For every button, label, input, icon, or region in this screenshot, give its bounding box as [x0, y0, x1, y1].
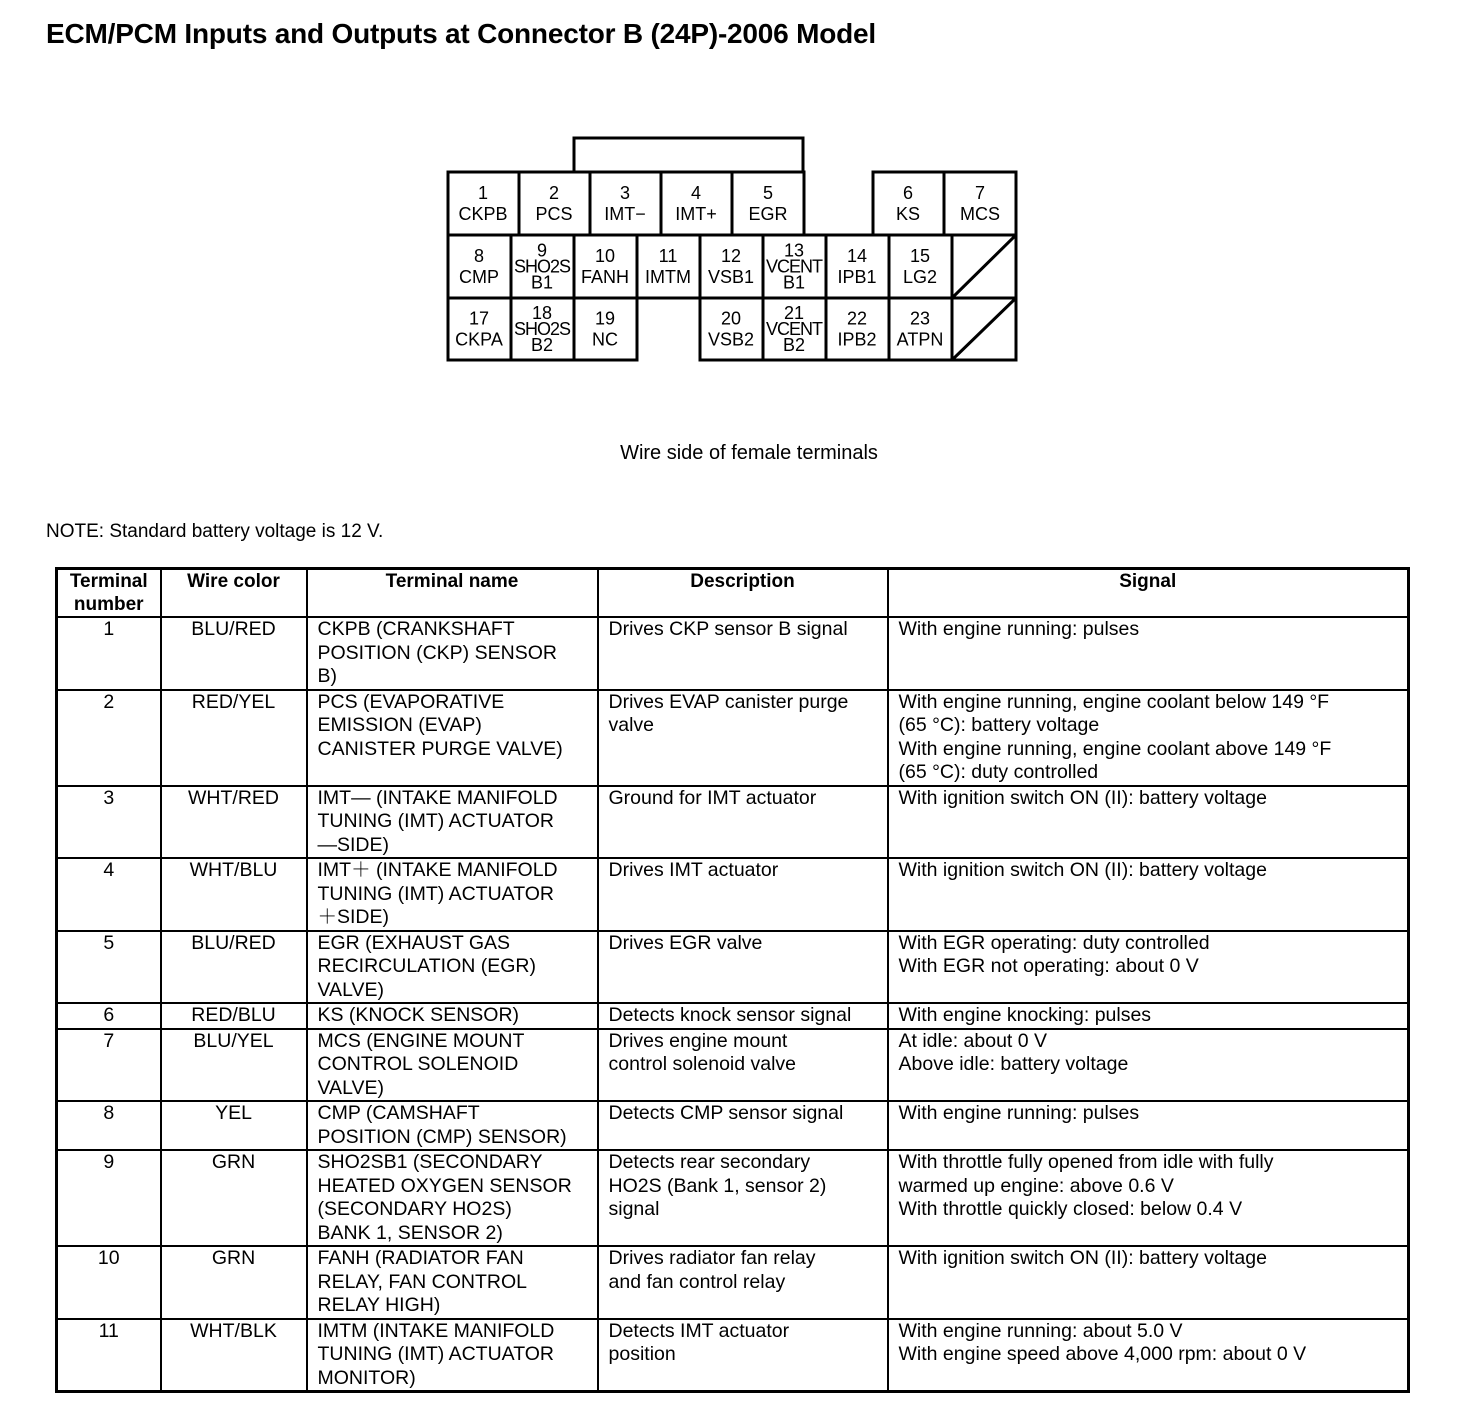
- cell-terminal-name: [307, 690, 598, 786]
- terminal-21-label: VCENT: [765, 319, 823, 339]
- cell-terminal-name: [307, 1029, 598, 1102]
- cell-terminal-name-line: PCS (EVAPORATIVE: [317, 690, 505, 713]
- cell-wire-color: WHT/BLU: [161, 858, 307, 931]
- table-row: [57, 1029, 1409, 1102]
- cell-signal-line: With engine running, engine coolant below 149 °F: [898, 690, 1330, 713]
- header-signal: Signal: [888, 569, 1409, 618]
- cell-signal-line: At idle: about 0 V: [898, 1029, 1048, 1052]
- cell-signal: [888, 786, 1409, 859]
- cell-terminal-number: 1: [57, 617, 161, 690]
- cell-description-line: HO2S (Bank 1, sensor 2): [608, 1174, 827, 1197]
- cell-terminal-name-line: EGR (EXHAUST GAS: [317, 931, 511, 954]
- header-description: Description: [598, 569, 888, 618]
- header-wire-color: Wire color: [161, 569, 307, 618]
- terminal-3-number: 3: [619, 183, 631, 203]
- cell-terminal-name-line: VALVE): [317, 978, 384, 1001]
- cell-description-line: Drives EVAP canister purge: [608, 690, 849, 713]
- cell-description: [598, 858, 888, 931]
- empty-cavity-24: [952, 298, 1016, 360]
- cell-description: [598, 1003, 888, 1029]
- terminal-9-label: SHO2S: [513, 256, 571, 277]
- cell-signal-line: With ignition switch ON (II): battery voltage: [898, 786, 1267, 809]
- cell-description: [598, 690, 888, 786]
- cell-description: [598, 1319, 888, 1392]
- terminal-14-label: IPB1: [837, 267, 877, 287]
- cell-signal: [888, 1003, 1409, 1029]
- cell-terminal-name-line: POSITION (CMP) SENSOR): [317, 1125, 567, 1148]
- cell-signal-line: With EGR operating: duty controlled: [898, 931, 1210, 954]
- cell-signal: [888, 617, 1409, 690]
- cell-terminal-name-line: HEATED OXYGEN SENSOR: [317, 1174, 572, 1197]
- cell-wire-color: GRN: [161, 1246, 307, 1319]
- cell-signal-line: warmed up engine: above 0.6 V: [898, 1174, 1174, 1197]
- terminal-5-number: 5: [762, 183, 774, 203]
- table-header-row: [57, 569, 1409, 618]
- cell-wire-color: WHT/RED: [161, 786, 307, 859]
- terminal-4-label: IMT+: [675, 204, 717, 224]
- cell-wire-color: YEL: [161, 1101, 307, 1150]
- cell-signal-line: With engine running: about 5.0 V: [898, 1319, 1183, 1342]
- cell-terminal-name-line: RELAY HIGH): [317, 1294, 441, 1316]
- cell-terminal-name-line: VALVE): [317, 1076, 384, 1099]
- cell-description-line: signal: [608, 1198, 660, 1220]
- cell-signal-line: With engine running: pulses: [898, 1102, 1140, 1124]
- cell-terminal-name-line: RELAY, FAN CONTROL: [317, 1270, 528, 1293]
- cell-terminal-name-line: EMISSION (EVAP): [317, 714, 482, 736]
- terminal-11-label: IMTM: [645, 267, 691, 287]
- terminal-table: [55, 567, 1410, 1393]
- cell-terminal-name-line: CONTROL SOLENOID: [317, 1053, 519, 1075]
- cell-description-line: control solenoid valve: [608, 1053, 797, 1075]
- cell-description: [598, 1246, 888, 1319]
- cell-terminal-name-line: TUNING (IMT) ACTUATOR: [317, 882, 555, 905]
- cell-terminal-number: 7: [57, 1029, 161, 1102]
- cell-terminal-name: [307, 1246, 598, 1319]
- header-terminal-name: Terminal name: [307, 569, 598, 618]
- cell-terminal-name-line: ＋SIDE): [317, 906, 390, 928]
- terminal-23-number: 23: [909, 308, 931, 329]
- cell-description-line: valve: [608, 714, 655, 736]
- cell-terminal-name-line: POSITION (CKP) SENSOR: [317, 641, 557, 664]
- cell-signal: [888, 931, 1409, 1004]
- cell-terminal-number: 2: [57, 690, 161, 786]
- terminal-23-label: ATPN: [896, 329, 944, 350]
- cell-signal-line: With ignition switch ON (II): battery voltage: [898, 1247, 1267, 1269]
- terminal-9-number: 9: [536, 240, 548, 261]
- cell-terminal-name: [307, 1101, 598, 1150]
- cell-signal: [888, 858, 1409, 931]
- cell-terminal-name-line: CANISTER PURGE VALVE): [317, 737, 563, 760]
- terminal-2-number: 2: [548, 183, 560, 203]
- cell-signal-line: With ignition switch ON (II): battery voltage: [898, 859, 1267, 881]
- cell-terminal-name-line: KS (KNOCK SENSOR): [317, 1004, 520, 1026]
- terminal-2-label: PCS: [535, 204, 573, 224]
- cell-signal-line: (65 °C): battery voltage: [898, 714, 1100, 736]
- terminal-22-number: 22: [846, 308, 868, 329]
- terminal-8-label: CMP: [459, 267, 499, 287]
- table-row: [57, 1101, 1409, 1150]
- terminal-3-label: IMT−: [604, 204, 646, 224]
- terminal-5-label: EGR: [748, 204, 788, 224]
- cell-terminal-name-line: —SIDE): [317, 833, 390, 856]
- cell-terminal-name-line: TUNING (IMT) ACTUATOR: [317, 1343, 555, 1365]
- terminal-20-label: VSB2: [707, 329, 755, 350]
- terminal-21-number: 21: [783, 303, 805, 323]
- terminal-19-label: NC: [592, 329, 618, 350]
- cell-signal: [888, 1101, 1409, 1150]
- table-row: [57, 786, 1409, 859]
- cell-terminal-name-line: SHO2SB1 (SECONDARY: [317, 1151, 543, 1173]
- cell-signal-line: With engine running: pulses: [898, 618, 1140, 640]
- cell-terminal-name: [307, 858, 598, 931]
- cell-description: [598, 1101, 888, 1150]
- terminal-6-number: 6: [902, 183, 914, 203]
- cell-description-line: Drives radiator fan relay: [608, 1247, 816, 1269]
- cell-terminal-name-line: MCS (ENGINE MOUNT: [317, 1029, 525, 1052]
- empty-cavity-16: [952, 235, 1016, 298]
- cell-signal-line: Above idle: battery voltage: [898, 1053, 1129, 1075]
- cell-signal-line: With EGR not operating: about 0 V: [898, 955, 1199, 977]
- cell-description-line: Detects rear secondary: [608, 1151, 811, 1173]
- cell-terminal-number: 5: [57, 931, 161, 1004]
- terminal-9-label: B1: [530, 272, 554, 293]
- connector-diagram: [0, 0, 1472, 420]
- terminal-1-label: CKPB: [458, 204, 508, 224]
- cell-description: [598, 931, 888, 1004]
- terminal-15-number: 15: [909, 246, 931, 266]
- cell-terminal-name-line: FANH (RADIATOR FAN: [317, 1247, 524, 1269]
- table-row: [57, 931, 1409, 1004]
- cell-terminal-name: [307, 1150, 598, 1246]
- cell-terminal-name-line: CKPB (CRANKSHAFT: [317, 618, 515, 640]
- cell-description-line: Drives IMT actuator: [608, 859, 779, 881]
- cell-terminal-name-line: CMP (CAMSHAFT: [317, 1102, 480, 1124]
- battery-voltage-note: NOTE: Standard battery voltage is 12 V.: [46, 521, 384, 542]
- cell-signal: [888, 1319, 1409, 1392]
- cell-terminal-number: 9: [57, 1150, 161, 1246]
- cell-wire-color: RED/YEL: [161, 690, 307, 786]
- table-row: [57, 1319, 1409, 1392]
- cell-terminal-name-line: TUNING (IMT) ACTUATOR: [317, 810, 555, 832]
- table-row: [57, 1246, 1409, 1319]
- cell-wire-color: GRN: [161, 1150, 307, 1246]
- page-title: ECM/PCM Inputs and Outputs at Connector B (24P)-2006 Model: [46, 18, 877, 49]
- table-row: [57, 690, 1409, 786]
- connector-lock-tab: [574, 138, 803, 172]
- terminal-12-label: VSB1: [707, 267, 755, 287]
- cell-description-line: Drives engine mount: [608, 1029, 788, 1052]
- terminal-10-number: 10: [594, 246, 616, 266]
- terminal-1-number: 1: [477, 183, 489, 203]
- table-row: [57, 1003, 1409, 1029]
- terminal-13-number: 13: [783, 240, 805, 261]
- cell-terminal-number: 6: [57, 1003, 161, 1029]
- cell-terminal-name: [307, 786, 598, 859]
- cell-terminal-name-line: MONITOR): [317, 1366, 416, 1389]
- cell-wire-color: WHT/BLK: [161, 1319, 307, 1392]
- terminal-6-label: KS: [895, 204, 921, 224]
- terminal-21-label: B2: [782, 335, 806, 355]
- cell-description-line: Ground for IMT actuator: [608, 786, 817, 809]
- terminal-18-label: SHO2S: [513, 319, 571, 339]
- cell-wire-color: RED/BLU: [161, 1003, 307, 1029]
- cell-terminal-name-line: BANK 1, SENSOR 2): [317, 1221, 503, 1244]
- terminal-12-number: 12: [720, 246, 742, 266]
- cell-terminal-name-line: (SECONDARY HO2S): [317, 1198, 512, 1220]
- cell-signal-line: With throttle quickly closed: below 0.4 V: [898, 1198, 1243, 1220]
- cell-signal-line: With engine knocking: pulses: [898, 1004, 1152, 1026]
- cell-description: [598, 617, 888, 690]
- cell-terminal-number: 10: [57, 1246, 161, 1319]
- cell-terminal-number: 11: [57, 1319, 161, 1392]
- cell-description-line: Drives CKP sensor B signal: [608, 618, 848, 640]
- terminal-20-number: 20: [720, 308, 742, 329]
- terminal-4-number: 4: [690, 183, 702, 203]
- cell-signal-line: With engine running, engine coolant above 149 °F: [898, 737, 1332, 760]
- terminal-17-label: CKPA: [455, 329, 503, 350]
- header-terminal-number: Terminal number: [57, 569, 161, 618]
- cell-terminal-number: 4: [57, 858, 161, 931]
- cell-signal: [888, 1246, 1409, 1319]
- cell-signal: [888, 1029, 1409, 1102]
- cell-description-line: Detects IMT actuator: [608, 1319, 790, 1342]
- cell-wire-color: BLU/RED: [161, 931, 307, 1004]
- cell-description-line: and fan control relay: [608, 1270, 786, 1293]
- cell-terminal-name-line: IMT— (INTAKE MANIFOLD: [317, 786, 558, 809]
- cell-terminal-name-line: IMTM (INTAKE MANIFOLD: [317, 1319, 555, 1342]
- connector-caption: Wire side of female terminals: [620, 442, 878, 464]
- cell-terminal-name-line: RECIRCULATION (EGR): [317, 955, 536, 977]
- cell-description-line: Detects knock sensor signal: [608, 1004, 852, 1026]
- terminal-19-number: 19: [594, 308, 616, 329]
- cell-terminal-name-line: IMT＋ (INTAKE MANIFOLD: [317, 859, 558, 881]
- cell-signal-line: (65 °C): duty controlled: [898, 761, 1099, 783]
- terminal-8-number: 8: [473, 246, 485, 266]
- terminal-13-label: B1: [782, 272, 806, 293]
- terminal-18-label: B2: [530, 335, 554, 355]
- cell-terminal-name: [307, 1003, 598, 1029]
- cell-wire-color: BLU/RED: [161, 617, 307, 690]
- terminal-18-number: 18: [531, 303, 553, 323]
- terminal-15-label: LG2: [902, 267, 938, 287]
- cell-terminal-name-line: B): [317, 665, 337, 687]
- cell-signal-line: With throttle fully opened from idle with fully: [898, 1151, 1274, 1173]
- cell-terminal-number: 8: [57, 1101, 161, 1150]
- cell-description: [598, 786, 888, 859]
- cell-description-line: Drives EGR valve: [608, 931, 763, 954]
- terminal-17-number: 17: [468, 308, 490, 329]
- cell-terminal-number: 3: [57, 786, 161, 859]
- cell-description-line: position: [608, 1343, 676, 1365]
- cell-description-line: Detects CMP sensor signal: [608, 1102, 844, 1124]
- cell-description: [598, 1029, 888, 1102]
- terminal-11-number: 11: [658, 246, 678, 266]
- cell-signal: [888, 690, 1409, 786]
- terminal-10-label: FANH: [580, 267, 630, 287]
- table-row: [57, 858, 1409, 931]
- terminal-13-label: VCENT: [765, 256, 823, 277]
- cell-terminal-name: [307, 931, 598, 1004]
- table-row: [57, 617, 1409, 690]
- table-row: [57, 1150, 1409, 1246]
- cell-terminal-name: [307, 617, 598, 690]
- terminal-7-label: MCS: [960, 204, 1000, 224]
- cell-signal-line: With engine speed above 4,000 rpm: about 0 V: [898, 1343, 1307, 1365]
- terminal-7-number: 7: [974, 183, 986, 203]
- cell-description: [598, 1150, 888, 1246]
- cell-terminal-name: [307, 1319, 598, 1392]
- cell-signal: [888, 1150, 1409, 1246]
- cell-wire-color: BLU/YEL: [161, 1029, 307, 1102]
- terminal-22-label: IPB2: [837, 329, 877, 350]
- terminal-14-number: 14: [846, 246, 868, 266]
